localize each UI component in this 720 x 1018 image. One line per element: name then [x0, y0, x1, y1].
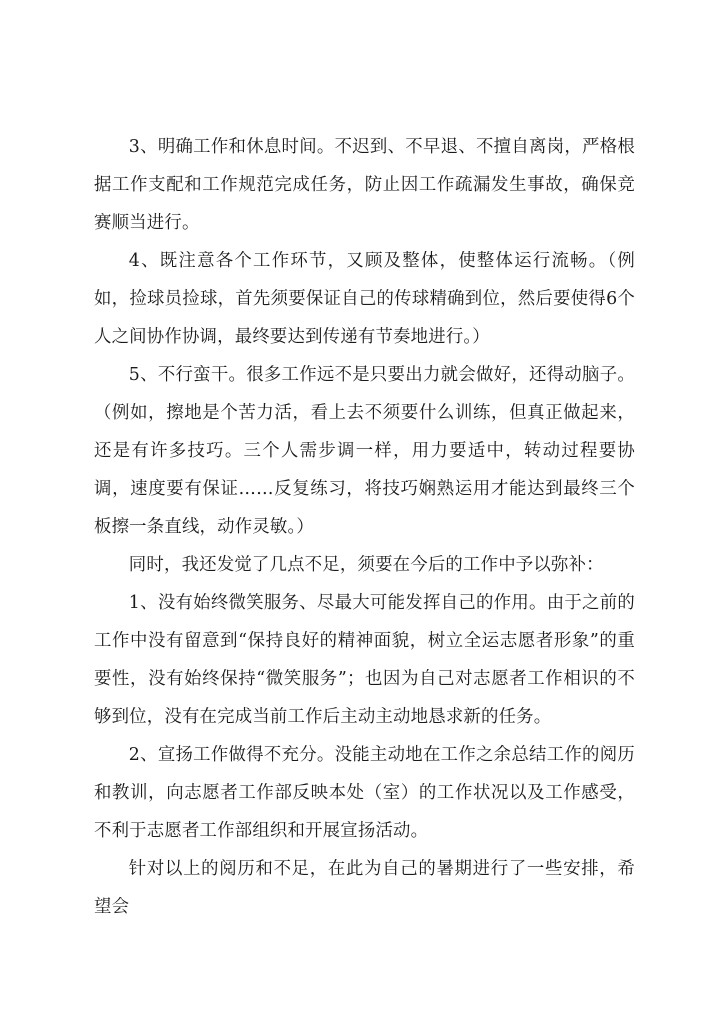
document-body: [94, 128, 635, 926]
paragraph-item-5: 5、不行蛮干。很多工作远不是只要出力就会做好，还得动脑子。（例如，擦地是个苦力活，看上去不须要什么训练，但真正做起来，还是有许多技巧。三个人需步调一样，用力要适中，转动过程要协调，速度要有保证……反复练习，将技巧娴熟运用才能达到最终三个板擦一条直线，动作灵敏。）: [94, 365, 635, 537]
paragraph-item-4: 4、既注意各个工作环节，又顾及整体，使整体运行流畅。（例如，捡球员捡球，首先须要保证自己的传球精确到位，然后要使得6个人之间协作协调，最终要达到传递有节奏地进行。）: [94, 251, 635, 347]
paragraph-shortcomings-intro: 同时，我还发觉了几点不足，须要在今后的工作中予以弥补：: [128, 555, 604, 575]
paragraph-plan-intro: 针对以上的阅历和不足，在此为自己的暑期进行了一些安排，希望会: [94, 859, 635, 917]
paragraph-shortcoming-1: 1、没有始终微笑服务、尽最大可能发挥自己的作用。由于之前的工作中没有留意到“保持良好的精神面貌，树立全运志愿者形象”的重要性，没有始终保持“微笑服务”；也因为自己对志愿者工作相识的不够到位，没有在完成当前工作后主动主动地恳求新的任务。: [94, 593, 635, 727]
paragraph-shortcoming-2: 2、宣扬工作做得不充分。没能主动地在工作之余总结工作的阅历和教训，向志愿者工作部反映本处（室）的工作状况以及工作感受，不利于志愿者工作部组织和开展宣扬活动。: [94, 745, 635, 841]
paragraph-item-3: 3、明确工作和休息时间。不迟到、不早退、不擅自离岗，严格根据工作支配和工作规范完成任务，防止因工作疏漏发生事故，确保竞赛顺当进行。: [94, 137, 635, 233]
